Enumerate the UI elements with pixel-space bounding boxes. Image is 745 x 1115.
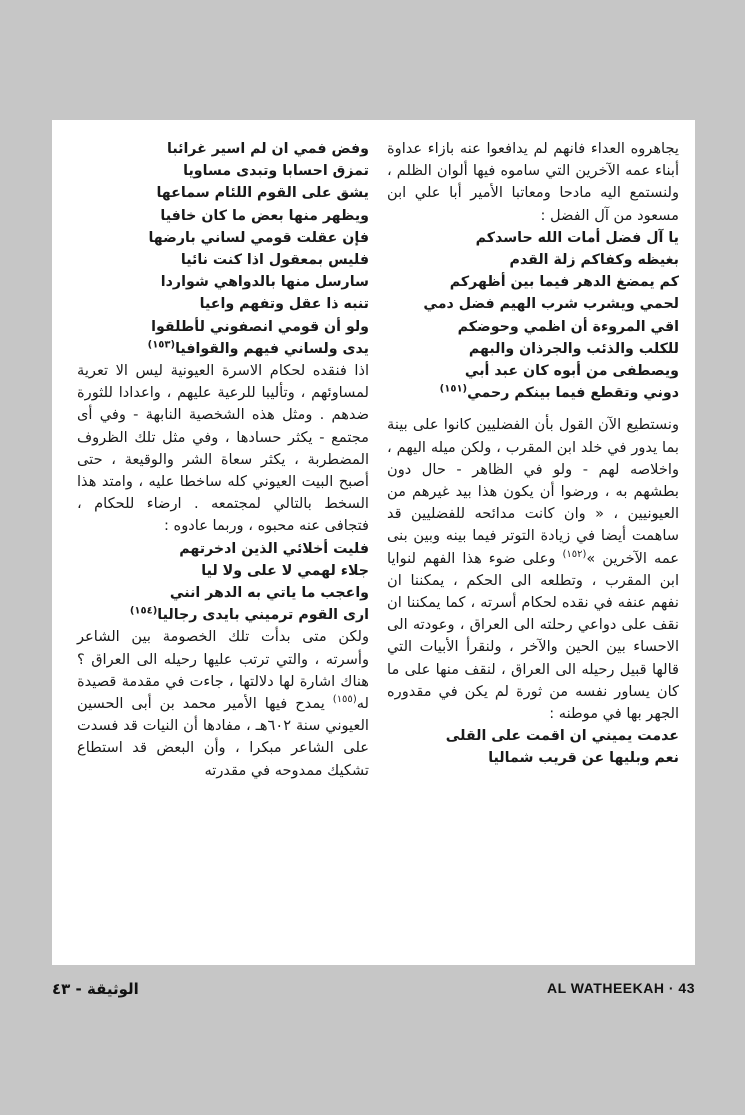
poem-verse-line xyxy=(387,747,679,769)
text-run: جلاء لهمي لا على ولا ليا xyxy=(201,562,369,579)
text-run: فإن عقلت قومي لساني بارضها xyxy=(148,229,369,246)
body-paragraph xyxy=(387,414,679,725)
poem-verse-line xyxy=(387,316,679,338)
poem-verse-line xyxy=(77,249,369,271)
text-run: للكلب والذئب والجرذان والبهم xyxy=(468,340,679,357)
text-run: تمزق احسابا وتبدى مساويا xyxy=(183,163,369,180)
text-run: اذا فنقده لحكام الاسرة العيونية ليس الا تعرية لمساوئهم ، وتأليبا للرعية عليهم ، واعدادا للثورة ضدهم . ومثل هذه الشخصية النابهة - وفي أى مجتمع - يكثر حسادها ، وفي مثل تلك الظروف المضطربة ، يكثر سعاة الشر والوقيعة ، حتى أصبح البيت العيوني كله ساخطا عليه ، وامتد هذا السخط بالتالي لمجتمعه . ارضاء للحكام ، فتجافى عنه محبوه ، وربما عادوه : xyxy=(77,362,369,535)
text-run: وفض فمي ان لم اسير غرائبا xyxy=(167,141,369,157)
text-run: ويظهر منها بعض ما كان خافيا xyxy=(160,207,369,224)
poem-verse-line xyxy=(387,360,679,382)
body-paragraph xyxy=(387,138,679,227)
poem-verse-line xyxy=(77,560,369,582)
poem-verse-line xyxy=(387,249,679,271)
text-run: وعلى ضوء هذا الفهم لنوايا ابن المقرب ، وتطلعه الى الحكم ، يمكننا ان نفهم عنفه في نقده لحكام أسرته ، كما يمكننا ان نقف على دواعي رحلته الى العراق ، وعودته الى الاحساء بين الحين والآخر ، ولنقرأ الأبيات التي قالها قبيل رحيله الى العراق ، لنقف منها على ما كان يساور نفسه من ثورة لم يكن في مقدوره الجهر بها في موطنه : xyxy=(387,549,679,723)
poem-verse-line xyxy=(77,604,369,626)
page-footer xyxy=(52,976,695,1006)
poem-verse-line xyxy=(77,316,369,338)
poem-verse-line xyxy=(77,205,369,227)
footnote-marker: (١٥٤) xyxy=(129,605,158,617)
body-paragraph xyxy=(77,626,369,781)
paragraph-gap xyxy=(387,404,679,414)
footnote-marker: (١٥٢) xyxy=(562,548,587,560)
poem-verse-line xyxy=(387,271,679,293)
poem-verse-line xyxy=(77,271,369,293)
poem-verse-line xyxy=(77,338,369,360)
footnote-marker: (١٥٣) xyxy=(147,339,176,351)
text-run: ولكن متى بدأت تلك الخصومة بين الشاعر وأسرته ، والتي ترتب عليها رحيله الى العراق ؟ هناك اشارة لها دلالتها ، جاءت في مقدمة قصيدة له xyxy=(77,628,369,713)
poem-verse-line xyxy=(77,138,369,160)
text-run: يدى ولساني فيهم والقوافيا xyxy=(175,340,369,357)
text-run: كم يمضغ الدهر فيما بين أظهركم xyxy=(449,274,679,291)
poem-verse-line xyxy=(77,227,369,249)
text-run: عدمت يميني ان اقمت على القلى xyxy=(445,728,679,745)
body-paragraph xyxy=(77,360,369,538)
footer-english-page-label: AL WATHEEKAH · 43 xyxy=(547,980,695,996)
poem-verse-line xyxy=(387,725,679,747)
text-run: ولو أن قومي انصفوني لأطلقوا xyxy=(151,318,369,335)
text-run: يجاهروه العداء فانهم لم يدافعوا عنه بازاء عداوة أبناء عمه الآخرين التي ساموه فيها ألوان الظلم ، ولنستمع اليه مادحا ومعاتبا الأمير أبا علي ابن مسعود من آل الفضل : xyxy=(387,140,679,224)
text-run: دوني وتقطع فيما بينكم رحمي xyxy=(467,385,679,402)
text-run: يا آل فضل أمات الله حاسدكم xyxy=(475,229,679,246)
text-run: فليت أخلائي الذين ادخرتهم xyxy=(179,540,369,557)
poem-verse-line xyxy=(387,338,679,360)
text-run: لحمي ويشرب شرب الهيم فضل دمي xyxy=(423,296,679,313)
text-run: ويصطفى من أبوه كان عبد أبي xyxy=(464,363,679,380)
footer-arabic-page-label: الوثيقة - ٤٣ xyxy=(52,980,139,998)
poem-verse-line xyxy=(77,160,369,182)
poem-verse-line xyxy=(387,227,679,249)
footnote-marker: (١٥٥) xyxy=(332,694,357,706)
right-text-column xyxy=(387,138,679,778)
poem-verse-line xyxy=(387,293,679,315)
text-run: تنبه ذا عقل وتفهم واعيا xyxy=(199,296,369,313)
poem-verse-line xyxy=(77,182,369,204)
text-run: ونستطيع الآن القول بأن الفضليين كانوا على بينة بما يدور في خلد ابن المقرب ، ولكن ميله اليهم ، واخلاصه لهم - ولو في الظاهر - حال دون بطشهم به ، ورضوا أن يكون هذا بيد غيرهم من العيونيين ، « وان كانت مدائحه للفضليين قد ساهمت أيضا في زيادة التوتر فيما بينه وبين بنى عمه الآخرين » xyxy=(387,416,679,567)
magazine-page xyxy=(52,120,695,965)
poem-verse-line xyxy=(77,538,369,560)
footnote-marker: (١٥١) xyxy=(439,383,468,395)
text-run: واعجب ما ياتي به الدهر انني xyxy=(169,585,369,602)
poem-verse-line xyxy=(387,382,679,404)
text-run: سارسل منها بالدواهي شواردا xyxy=(160,274,369,291)
text-run: يشق على القوم اللئام سماعها xyxy=(156,185,369,202)
text-run: ارى القوم ترميني بايدى رجاليا xyxy=(157,607,369,624)
left-text-column xyxy=(77,138,369,778)
text-run: يمدح فيها الأمير محمد بن أبى الحسين العيوني سنة ٦٠٢هـ ، مفادها أن النيات قد فسدت على الشاعر مبكرا ، وأن البعض قد استطاع تشكيك ممدوحه في مقدرته xyxy=(77,695,369,779)
poem-verse-line xyxy=(77,293,369,315)
text-run: بغيظه وكفاكم زلة القدم xyxy=(509,252,679,269)
poem-verse-line xyxy=(77,582,369,604)
text-run: نعم وبليها عن قريب شماليا xyxy=(488,750,679,767)
text-run: اقي المروءة أن اظمي وحوضكم xyxy=(457,318,679,335)
text-run: فليس بمعقول اذا كنت نائيا xyxy=(180,252,369,269)
